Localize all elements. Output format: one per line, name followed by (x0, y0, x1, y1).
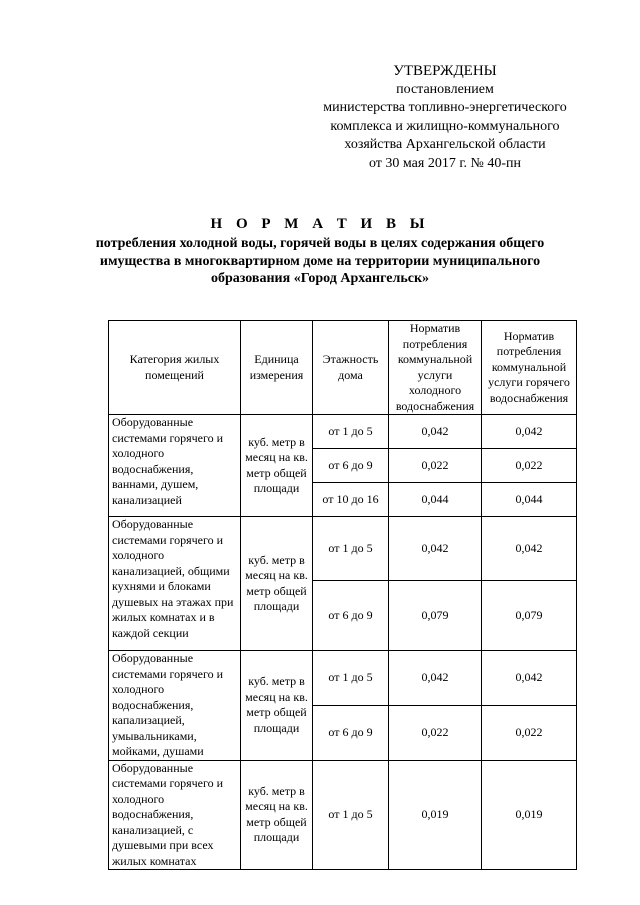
table-row (109, 517, 577, 581)
cold-value-cell: 0,042 (389, 651, 482, 706)
table-row (109, 651, 577, 706)
floors-cell: от 10 до 16 (313, 483, 389, 517)
header-hot-water: Норматив потребления коммунальной услуги горячего водоснабжения (482, 321, 577, 415)
unit-cell: куб. метр в месяц на кв. метр общей площади (241, 517, 313, 651)
table-row (109, 415, 577, 449)
category-cell: Оборудованные системами горячего и холодного водоснабжения, канализацией, с душевыми при всех жилых комнатах (109, 760, 241, 870)
cold-value-cell: 0,022 (389, 705, 482, 760)
table-header-row (109, 321, 577, 415)
hot-value-cell: 0,044 (482, 483, 577, 517)
cold-value-cell: 0,044 (389, 483, 482, 517)
approval-line: комплекса и жилищно-коммунального (330, 118, 560, 134)
approval-heading: УТВЕРЖДЕНЫ (393, 63, 497, 79)
approval-line: министерства топливно-энергетического (323, 100, 567, 116)
cold-value-cell: 0,042 (389, 517, 482, 581)
floors-cell: от 1 до 5 (313, 760, 389, 870)
floors-cell: от 6 до 9 (313, 705, 389, 760)
hot-value-cell: 0,079 (482, 581, 577, 651)
category-cell: Оборудованные системами горячего и холодного водоснабжения, капализацией, умывальниками, мойками, душами (109, 651, 241, 761)
approval-block (300, 62, 590, 174)
header-unit: Единица измерения (241, 321, 313, 415)
title-subtitle: потребления холодной воды, горячей воды в целях содержания общего имущества в многоквартирном доме на территории муниципального образования «Город Архангельск» (95, 236, 545, 286)
floors-cell: от 6 до 9 (313, 449, 389, 483)
hot-value-cell: 0,022 (482, 449, 577, 483)
unit-cell: куб. метр в месяц на кв. метр общей площади (241, 651, 313, 761)
unit-cell: куб. метр в месяц на кв. метр общей площади (241, 415, 313, 517)
category-cell: Оборудованные системами горячего и холодного канализацией, общими кухнями и блоками душевых на этажах при жилых комнатах и в каждой секции (109, 517, 241, 651)
approval-line: хозяйства Архангельской области (344, 137, 546, 153)
header-cold-water: Норматив потребления коммунальной услуги холодного водоснабжения (389, 321, 482, 415)
header-floors: Этажность дома (313, 321, 389, 415)
cold-value-cell: 0,079 (389, 581, 482, 651)
table-row (109, 760, 577, 870)
norms-table (108, 320, 577, 870)
floors-cell: от 1 до 5 (313, 415, 389, 449)
floors-cell: от 6 до 9 (313, 581, 389, 651)
hot-value-cell: 0,042 (482, 651, 577, 706)
hot-value-cell: 0,019 (482, 760, 577, 870)
floors-cell: от 1 до 5 (313, 517, 389, 581)
approval-date: от 30 мая 2017 г. № 40-пн (368, 155, 522, 171)
hot-value-cell: 0,022 (482, 705, 577, 760)
cold-value-cell: 0,019 (389, 760, 482, 870)
document-title (90, 215, 550, 288)
hot-value-cell: 0,042 (482, 415, 577, 449)
approval-line: постановлением (396, 81, 494, 97)
unit-cell: куб. метр в месяц на кв. метр общей площади (241, 760, 313, 870)
title-main: Н О Р М А Т И В Ы (210, 216, 430, 232)
hot-value-cell: 0,042 (482, 517, 577, 581)
cold-value-cell: 0,042 (389, 415, 482, 449)
floors-cell: от 1 до 5 (313, 651, 389, 706)
cold-value-cell: 0,022 (389, 449, 482, 483)
header-category: Категория жилых помещений (109, 321, 241, 415)
category-cell: Оборудованные системами горячего и холодного водоснабжения, ваннами, душем, канализацией (109, 415, 241, 517)
